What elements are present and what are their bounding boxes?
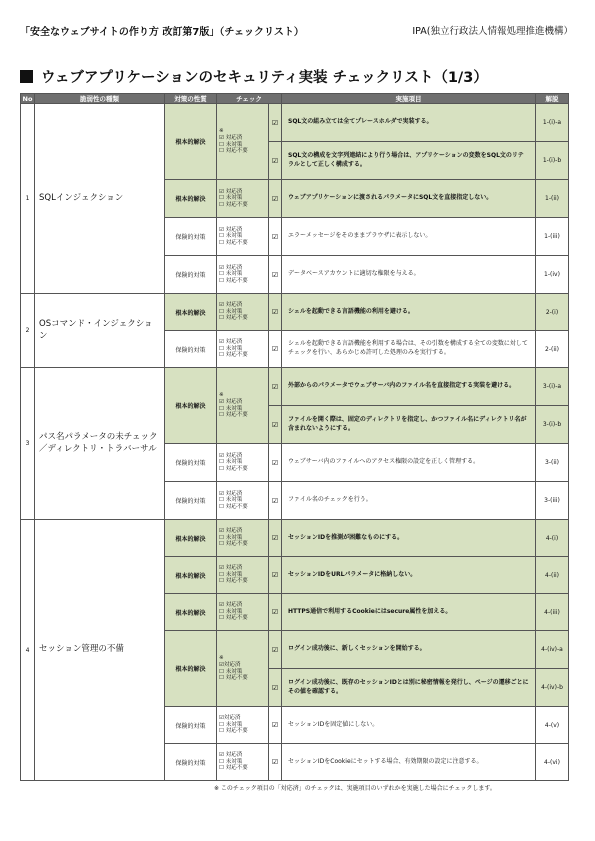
item-ref: 4-(iv)-a [536,631,569,669]
option-not-needed[interactable]: ☐ 対応不要 [219,201,248,208]
vulnerability-name: パス名パラメータの未チェック／ディレクトリ・トラバーサル [35,368,165,520]
check-options [217,256,269,294]
option-not-needed[interactable]: ☐ 対応不要 [219,239,248,246]
option-not-needed[interactable]: ☐ 対応不要 [219,765,248,772]
item-checkbox[interactable]: ☑ [269,180,282,218]
check-options [217,482,269,520]
item-checkbox[interactable]: ☑ [269,406,282,444]
item-ref: 3-(i)-b [536,406,569,444]
check-options [217,557,269,594]
checklist-table [20,93,569,781]
column-header-vuln-type: 脆弱性の種類 [35,94,165,104]
column-header-measure-type: 対策の性質 [165,94,217,104]
item-ref: 1-(i)-b [536,142,569,180]
item-checkbox[interactable]: ☑ [269,520,282,557]
measure-type: 根本的解決 [165,104,217,180]
measure-type: 根本的解決 [165,294,217,331]
item-checkbox[interactable]: ☑ [269,631,282,669]
option-not-done[interactable]: ☐ 未対策 [219,271,243,278]
option-not-done[interactable]: ☐ 未対策 [219,308,243,315]
option-not-needed[interactable]: ☐ 対応不要 [219,148,248,155]
document-header-org: IPA(独立行政法人情報処理推進機構） [412,26,573,37]
measure-type: 根本的解決 [165,631,217,707]
measure-type: 保険的対策 [165,482,217,520]
measure-type: 根本的解決 [165,368,217,444]
item-ref: 4-(v) [536,707,569,744]
check-options [217,444,269,482]
measure-type: 根本的解決 [165,557,217,594]
item-text: SQL文の組み立ては全てプレースホルダで実装する。 [282,104,536,142]
black-square-icon [20,70,33,83]
check-options [217,294,269,331]
option-done[interactable]: ☑ 対応済 [219,490,243,497]
item-ref: 1-(iii) [536,218,569,256]
option-done[interactable]: ☑ 対応済 [219,752,243,759]
column-header-item: 実施項目 [282,94,536,104]
option-done[interactable]: ☑ 対応済 [219,188,243,195]
table-header-row [21,94,569,104]
option-not-needed[interactable]: ☐ 対応不要 [219,503,248,510]
option-done[interactable]: ☑ 対応済 [219,134,243,141]
column-header-no: No [21,94,35,104]
item-ref: 2-(ii) [536,331,569,368]
vulnerability-name: OSコマンド・インジェクション [35,294,165,368]
measure-type: 保険的対策 [165,256,217,294]
footnote: ※ このチェック項目の「対応済」のチェックは、実施項目のいずれかを実施した場合にチェックします。 [214,785,496,792]
option-not-done[interactable]: ☐ 未対策 [219,233,243,240]
check-options [217,218,269,256]
option-not-needed[interactable]: ☐ 対応不要 [219,615,248,622]
column-header-check: チェック [217,94,282,104]
item-checkbox[interactable]: ☑ [269,444,282,482]
option-done[interactable]: ☑ 対応済 [219,339,243,346]
item-ref: 3-(ii) [536,444,569,482]
option-done[interactable]: ☑ 対応済 [219,302,243,309]
item-text: SQL文の構成を文字列連結により行う場合は、アプリケーションの変数をSQL文のリテラルとして正しく構成する。 [282,142,536,180]
option-done[interactable]: ☑対応済 [219,661,241,668]
item-text: セッションIDを推測が困難なものにする。 [282,520,536,557]
item-ref: 4-(iv)-b [536,669,569,707]
check-options [217,594,269,631]
table-row [21,294,569,331]
item-text: セッションIDをURLパラメータに格納しない。 [282,557,536,594]
measure-type: 保険的対策 [165,444,217,482]
column-header-explanation: 解説 [536,94,569,104]
item-checkbox[interactable]: ☑ [269,104,282,142]
row-number: 3 [21,368,35,520]
option-not-done[interactable]: ☐ 未対策 [219,195,243,202]
option-done[interactable]: ☑ 対応済 [219,226,243,233]
item-checkbox[interactable]: ☑ [269,294,282,331]
check-options [217,368,269,444]
item-ref: 4-(i) [536,520,569,557]
item-checkbox[interactable]: ☑ [269,256,282,294]
item-text: シェルを起動できる言語機能を利用する場合は、その引数を構成する全ての変数に対してチェックを行い、あらかじめ許可した処理のみを実行する。 [282,331,536,368]
check-options [217,331,269,368]
item-ref: 3-(i)-a [536,368,569,406]
measure-type: 保険的対策 [165,331,217,368]
check-options [217,104,269,180]
item-ref: 4-(vi) [536,744,569,781]
option-not-needed[interactable]: ☐ 対応不要 [219,352,248,359]
item-checkbox[interactable]: ☑ [269,331,282,368]
option-not-needed[interactable]: ☐ 対応不要 [219,315,248,322]
measure-type: 保険的対策 [165,707,217,744]
item-checkbox[interactable]: ☑ [269,368,282,406]
row-number: 4 [21,520,35,781]
page-title-text: ウェブアプリケーションのセキュリティ実装 チェックリスト（1/3） [41,70,488,86]
item-text: シェルを起動できる言語機能の利用を避ける。 [282,294,536,331]
item-checkbox[interactable]: ☑ [269,482,282,520]
vulnerability-name: SQLインジェクション [35,104,165,294]
item-ref: 1-(i)-a [536,104,569,142]
option-not-needed[interactable]: ☐ 対応不要 [219,465,248,472]
note-mark: ※ [219,392,224,399]
page-title [20,66,488,87]
item-text: データベースアカウントに適切な権限を与える。 [282,256,536,294]
item-checkbox[interactable]: ☑ [269,557,282,594]
option-not-done[interactable]: ☐ 未対策 [219,534,243,541]
item-ref: 1-(iv) [536,256,569,294]
option-not-done[interactable]: ☐ 未対策 [219,721,243,728]
option-done[interactable]: ☑ 対応済 [219,602,243,609]
item-text: ファイルを開く際は、固定のディレクトリを指定し、かつファイル名にディレクトリ名が含まれないようにする。 [282,406,536,444]
item-text: ファイル名のチェックを行う。 [282,482,536,520]
option-done[interactable]: ☑対応済 [219,715,241,722]
item-ref: 1-(ii) [536,180,569,218]
measure-type: 根本的解決 [165,180,217,218]
note-mark: ※ [219,655,224,662]
option-not-needed[interactable]: ☐ 対応不要 [219,277,248,284]
option-not-done[interactable]: ☐ 未対策 [219,141,243,148]
option-not-done[interactable]: ☐ 未対策 [219,608,243,615]
item-text: セッションIDを固定値にしない。 [282,707,536,744]
option-not-needed[interactable]: ☐ 対応不要 [219,412,248,419]
option-not-done[interactable]: ☐ 未対策 [219,459,243,466]
row-number: 1 [21,104,35,294]
option-not-needed[interactable]: ☐ 対応不要 [219,578,248,585]
item-ref: 2-(i) [536,294,569,331]
option-not-needed[interactable]: ☐ 対応不要 [219,675,248,682]
vulnerability-name: セッション管理の不備 [35,520,165,781]
option-done[interactable]: ☑ 対応済 [219,565,243,572]
item-checkbox[interactable]: ☑ [269,594,282,631]
option-not-done[interactable]: ☐ 未対策 [219,758,243,765]
option-not-done[interactable]: ☐ 未対策 [219,571,243,578]
table-row [21,520,569,557]
item-ref: 4-(ii) [536,557,569,594]
option-not-done[interactable]: ☐ 未対策 [219,668,243,675]
check-options [217,180,269,218]
item-text: エラーメッセージをそのままブラウザに表示しない。 [282,218,536,256]
item-ref: 3-(iii) [536,482,569,520]
item-text: ログイン成功後に、既存のセッションIDとは別に秘密情報を発行し、ページの遷移ごとにその値を確認する。 [282,669,536,707]
table-row [21,104,569,142]
item-checkbox[interactable]: ☑ [269,707,282,744]
item-text: 外部からのパラメータでウェブサーバ内のファイル名を直接指定する実装を避ける。 [282,368,536,406]
check-options [217,520,269,557]
row-number: 2 [21,294,35,368]
option-not-done[interactable]: ☐ 未対策 [219,345,243,352]
option-not-done[interactable]: ☐ 未対策 [219,497,243,504]
option-done[interactable]: ☑ 対応済 [219,264,243,271]
option-not-needed[interactable]: ☐ 対応不要 [219,541,248,548]
option-done[interactable]: ☑ 対応済 [219,452,243,459]
measure-type: 保険的対策 [165,744,217,781]
item-text: HTTPS通信で利用するCookieにはsecure属性を加える。 [282,594,536,631]
measure-type: 根本的解決 [165,520,217,557]
option-done[interactable]: ☑ 対応済 [219,528,243,535]
option-not-done[interactable]: ☐ 未対策 [219,405,243,412]
item-checkbox[interactable]: ☑ [269,142,282,180]
option-done[interactable]: ☑ 対応済 [219,398,243,405]
measure-type: 根本的解決 [165,594,217,631]
item-text: セッションIDをCookieにセットする場合、有効期限の設定に注意する。 [282,744,536,781]
item-text: ウェブアプリケーションに渡されるパラメータにSQL文を直接指定しない。 [282,180,536,218]
document-header-title: 「安全なウェブサイトの作り方 改訂第7版」（チェックリスト） [20,27,304,38]
check-options [217,744,269,781]
item-checkbox[interactable]: ☑ [269,669,282,707]
check-options [217,631,269,707]
check-options [217,707,269,744]
item-checkbox[interactable]: ☑ [269,218,282,256]
table-row [21,368,569,406]
item-checkbox[interactable]: ☑ [269,744,282,781]
item-text: ウェブサーバ内のファイルへのアクセス権限の設定を正しく管理する。 [282,444,536,482]
note-mark: ※ [219,128,224,135]
item-ref: 4-(iii) [536,594,569,631]
measure-type: 保険的対策 [165,218,217,256]
item-text: ログイン成功後に、新しくセッションを開始する。 [282,631,536,669]
option-not-needed[interactable]: ☐ 対応不要 [219,728,248,735]
